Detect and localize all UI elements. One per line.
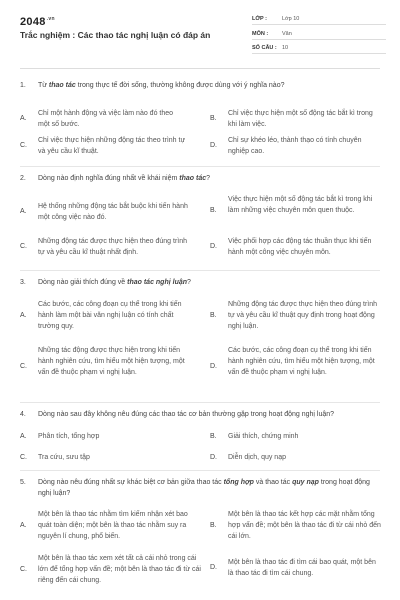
option-text: Việc thực hiện một số động tác bắt kì trong khi làm những việc chuyên môn quen thuộc.: [228, 196, 373, 214]
option-letter: A.: [20, 522, 27, 529]
option-text: Chỉ một hành động và việc làm nào đó theo một số bước.: [38, 110, 174, 128]
question-divider: [20, 470, 380, 471]
question-text-part: Dòng nào định nghĩa đúng nhất về khái niệm: [38, 175, 180, 182]
meta-class: [252, 14, 386, 25]
question-text-part: ?: [187, 279, 191, 286]
header-divider: [20, 68, 380, 69]
option-text: Các bước, các công đoạn cụ thể trong khi tiến hành nghiên cứu, tìm hiểu một hiện tượng, một vấn đề thuộc phạm vi nghị luận.: [228, 347, 375, 376]
option-letter: D.: [210, 454, 217, 461]
option-text: Những động tác được thực hiện theo đúng trình tự và yêu cầu kĩ thuật nhất định.: [38, 238, 188, 256]
option-letter: D.: [210, 243, 217, 250]
question-5: [20, 477, 382, 584]
option-letter: B.: [210, 433, 217, 440]
question-text: [20, 173, 382, 184]
option-text: Việc phối hợp các động tác thuần thục khi tiến hành một công việc chuyên môn.: [228, 238, 372, 256]
question-1: [20, 80, 382, 155]
option-letter: C.: [20, 363, 27, 370]
question-number: 2.: [20, 175, 26, 182]
question-term: thao tác: [48, 82, 76, 89]
option-letter: D.: [210, 564, 217, 571]
question-number: 5.: [20, 479, 26, 486]
meta-subject-value: Văn: [282, 31, 292, 37]
question-number: 3.: [20, 279, 26, 286]
page-header: [0, 0, 400, 68]
option-letter: C.: [20, 142, 27, 149]
question-divider: [20, 270, 380, 271]
question-text-part: trong hoạt động nghị luận?: [38, 479, 370, 497]
option-text: Diễn dịch, quy nạp: [228, 454, 286, 461]
option-text: Các bước, các công đoạn cụ thể trong khi tiến hành làm một bài văn nghị luận có tính chất trường quy.: [38, 301, 182, 330]
meta-count: [252, 43, 386, 54]
question-3: [20, 277, 382, 376]
option-text: Một bên là thao tác xem xét tất cả cái nhỏ trong cái lớn để tổng hợp vấn đề; một bên là thao tác đi từ cái riêng đến cái chung.: [38, 555, 201, 584]
option-letter: A.: [20, 312, 27, 319]
option-text: Những tác động được thực hiện trong khi tiến hành nghiên cứu, tìm hiểu một hiện tượng, một vấn đề thuộc phạm vi nghị luận.: [38, 347, 185, 376]
question-text: [20, 409, 382, 420]
question-text-part: Từ: [38, 82, 49, 89]
question-term: thao tác nghị luận: [127, 279, 188, 286]
option-letter: D.: [210, 142, 217, 149]
question-text-part: và thao tác: [253, 479, 293, 486]
question-2: [20, 173, 382, 256]
question-term: thao tác: [179, 175, 207, 182]
question-text: [20, 80, 382, 91]
question-number: 1.: [20, 82, 26, 89]
option-letter: A.: [20, 433, 27, 440]
question-text-part: trong thực tế đời sống, thường không được dùng với ý nghĩa nào?: [75, 82, 285, 89]
meta-count-label: SỐ CÂU :: [252, 45, 277, 51]
meta-subject: [252, 29, 386, 40]
question-divider: [20, 402, 380, 403]
question-text-part: Dòng nào sau đây không nêu đúng các thao tác cơ bản thường gặp trong hoạt động nghị luận?: [38, 411, 335, 418]
logo-text: 2048: [20, 16, 46, 28]
question-text-part: ?: [206, 175, 211, 182]
option-letter: C.: [20, 566, 27, 573]
question-term: quy nạp: [292, 479, 319, 486]
option-text: Một bên là thao tác đi tìm cái bao quát, một bên là thao tác đi tìm cái chung.: [228, 559, 376, 577]
option-text: Tra cứu, sưu tập: [38, 454, 90, 461]
option-letter: D.: [210, 363, 217, 370]
option-letter: B.: [210, 522, 217, 529]
question-divider: [20, 166, 380, 167]
question-4: [20, 409, 382, 461]
option-letter: A.: [20, 115, 27, 122]
meta-count-value: 10: [282, 45, 289, 51]
question-text: [20, 277, 382, 288]
logo-suffix: .vn: [46, 16, 55, 23]
option-text: Chỉ sự khéo léo, thành thạo có tính chuyên nghiệp cao.: [228, 137, 362, 155]
site-logo[interactable]: [20, 16, 55, 28]
option-letter: B.: [210, 312, 217, 319]
option-text: Một bên là thao tác kết hợp các mặt nhằm tổng hợp vấn đề; một bên là thao tác đi từ cái nhỏ đến cái lớn.: [228, 511, 381, 540]
option-letter: C.: [20, 243, 27, 250]
option-letter: B.: [210, 207, 217, 214]
question-term: tổng hợp: [223, 479, 254, 486]
meta-class-value: Lớp 10: [282, 16, 300, 22]
page-title: Trắc nghiệm : Các thao tác nghị luận có đáp án: [20, 30, 211, 40]
option-letter: C.: [20, 454, 27, 461]
option-text: Hệ thống những động tác bắt buộc khi tiến hành một công việc nào đó.: [38, 203, 188, 221]
option-text: Chỉ việc thực hiện những động tác theo trình tự và yêu cầu kĩ thuật.: [38, 137, 186, 155]
option-letter: B.: [210, 115, 217, 122]
question-text-part: Dòng nào nêu đúng nhất sự khác biệt cơ bản giữa thao tác: [38, 479, 224, 486]
option-text: Giải thích, chứng minh: [228, 433, 299, 440]
option-letter: A.: [20, 208, 27, 215]
option-text: Phân tích, tổng hợp: [38, 433, 100, 440]
question-text: [20, 477, 382, 499]
meta-class-label: LỚP :: [252, 16, 267, 22]
question-number: 4.: [20, 411, 26, 418]
option-text: Một bên là thao tác nhằm tìm kiếm nhận xét bao quát toàn diện; một bên là thao tác nhằm suy ra nguyên lí chung, phổ biến.: [38, 511, 188, 540]
meta-subject-label: MÔN :: [252, 31, 269, 37]
option-text: Chỉ việc thực hiện một số động tác bắt kì trong khi làm việc.: [228, 110, 373, 128]
question-text-part: Dòng nào giải thích đúng về: [38, 279, 128, 286]
option-text: Những động tác được thực hiện theo đúng trình tự và yêu cầu kĩ thuật quy định trong hoạt động nghị luận.: [228, 301, 378, 330]
